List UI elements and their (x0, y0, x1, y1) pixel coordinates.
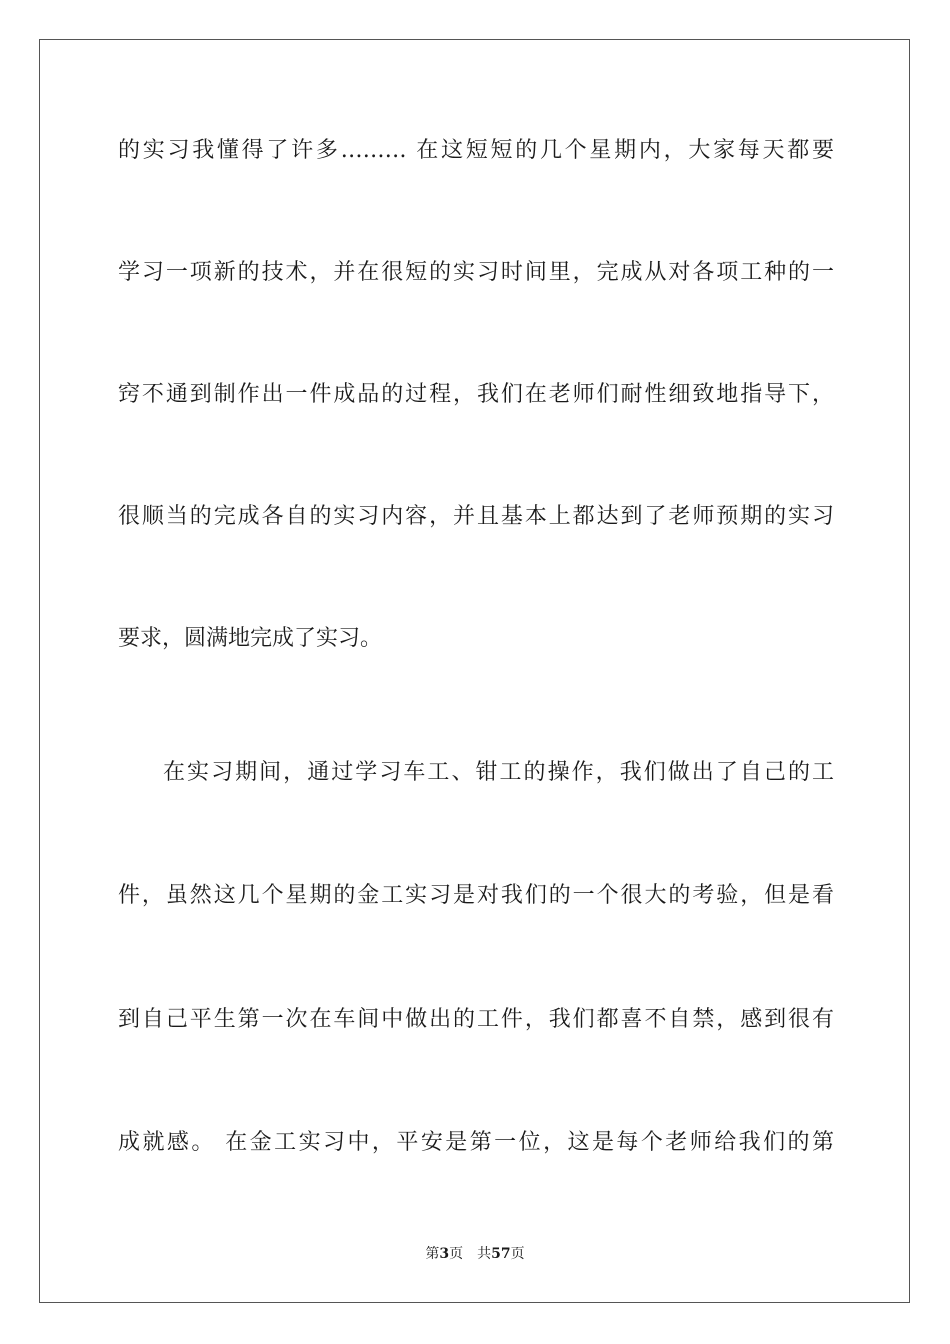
text-line-3: 窍不通到制作出一件成品的过程，我们在老师们耐性细致地指导下， (118, 382, 834, 407)
page-prefix: 第 (425, 1246, 440, 1262)
text-line-1: 的实习我懂得了许多……… 在这短短的几个星期内，大家每天都要 (118, 138, 834, 163)
text-line-6: 在实习期间，通过学习车工、钳工的操作，我们做出了自己的工 (163, 760, 834, 785)
page-footer (0, 1244, 950, 1264)
text-line-4: 很顺当的完成各自的实习内容，并且基本上都达到了老师预期的实习 (118, 504, 834, 529)
total-pages: 57 (491, 1246, 511, 1262)
page-number: 3 (439, 1246, 450, 1262)
text-line-2: 学习一项新的技术，并在很短的实习时间里，完成从对各项工种的一 (118, 260, 834, 285)
page-suffix: 页 (449, 1246, 464, 1262)
text-line-8: 到自己平生第一次在车间中做出的工件，我们都喜不自禁，感到很有 (118, 1007, 834, 1032)
total-prefix: 共 (477, 1246, 492, 1262)
text-line-7: 件，虽然这几个星期的金工实习是对我们的一个很大的考验，但是看 (118, 883, 834, 908)
page-border (39, 39, 910, 1303)
text-line-9: 成就感。 在金工实习中，平安是第一位，这是每个老师给我们的第 (118, 1130, 834, 1155)
text-line-5: 要求，圆满地完成了实习。 (118, 626, 383, 651)
total-suffix: 页 (510, 1246, 525, 1262)
